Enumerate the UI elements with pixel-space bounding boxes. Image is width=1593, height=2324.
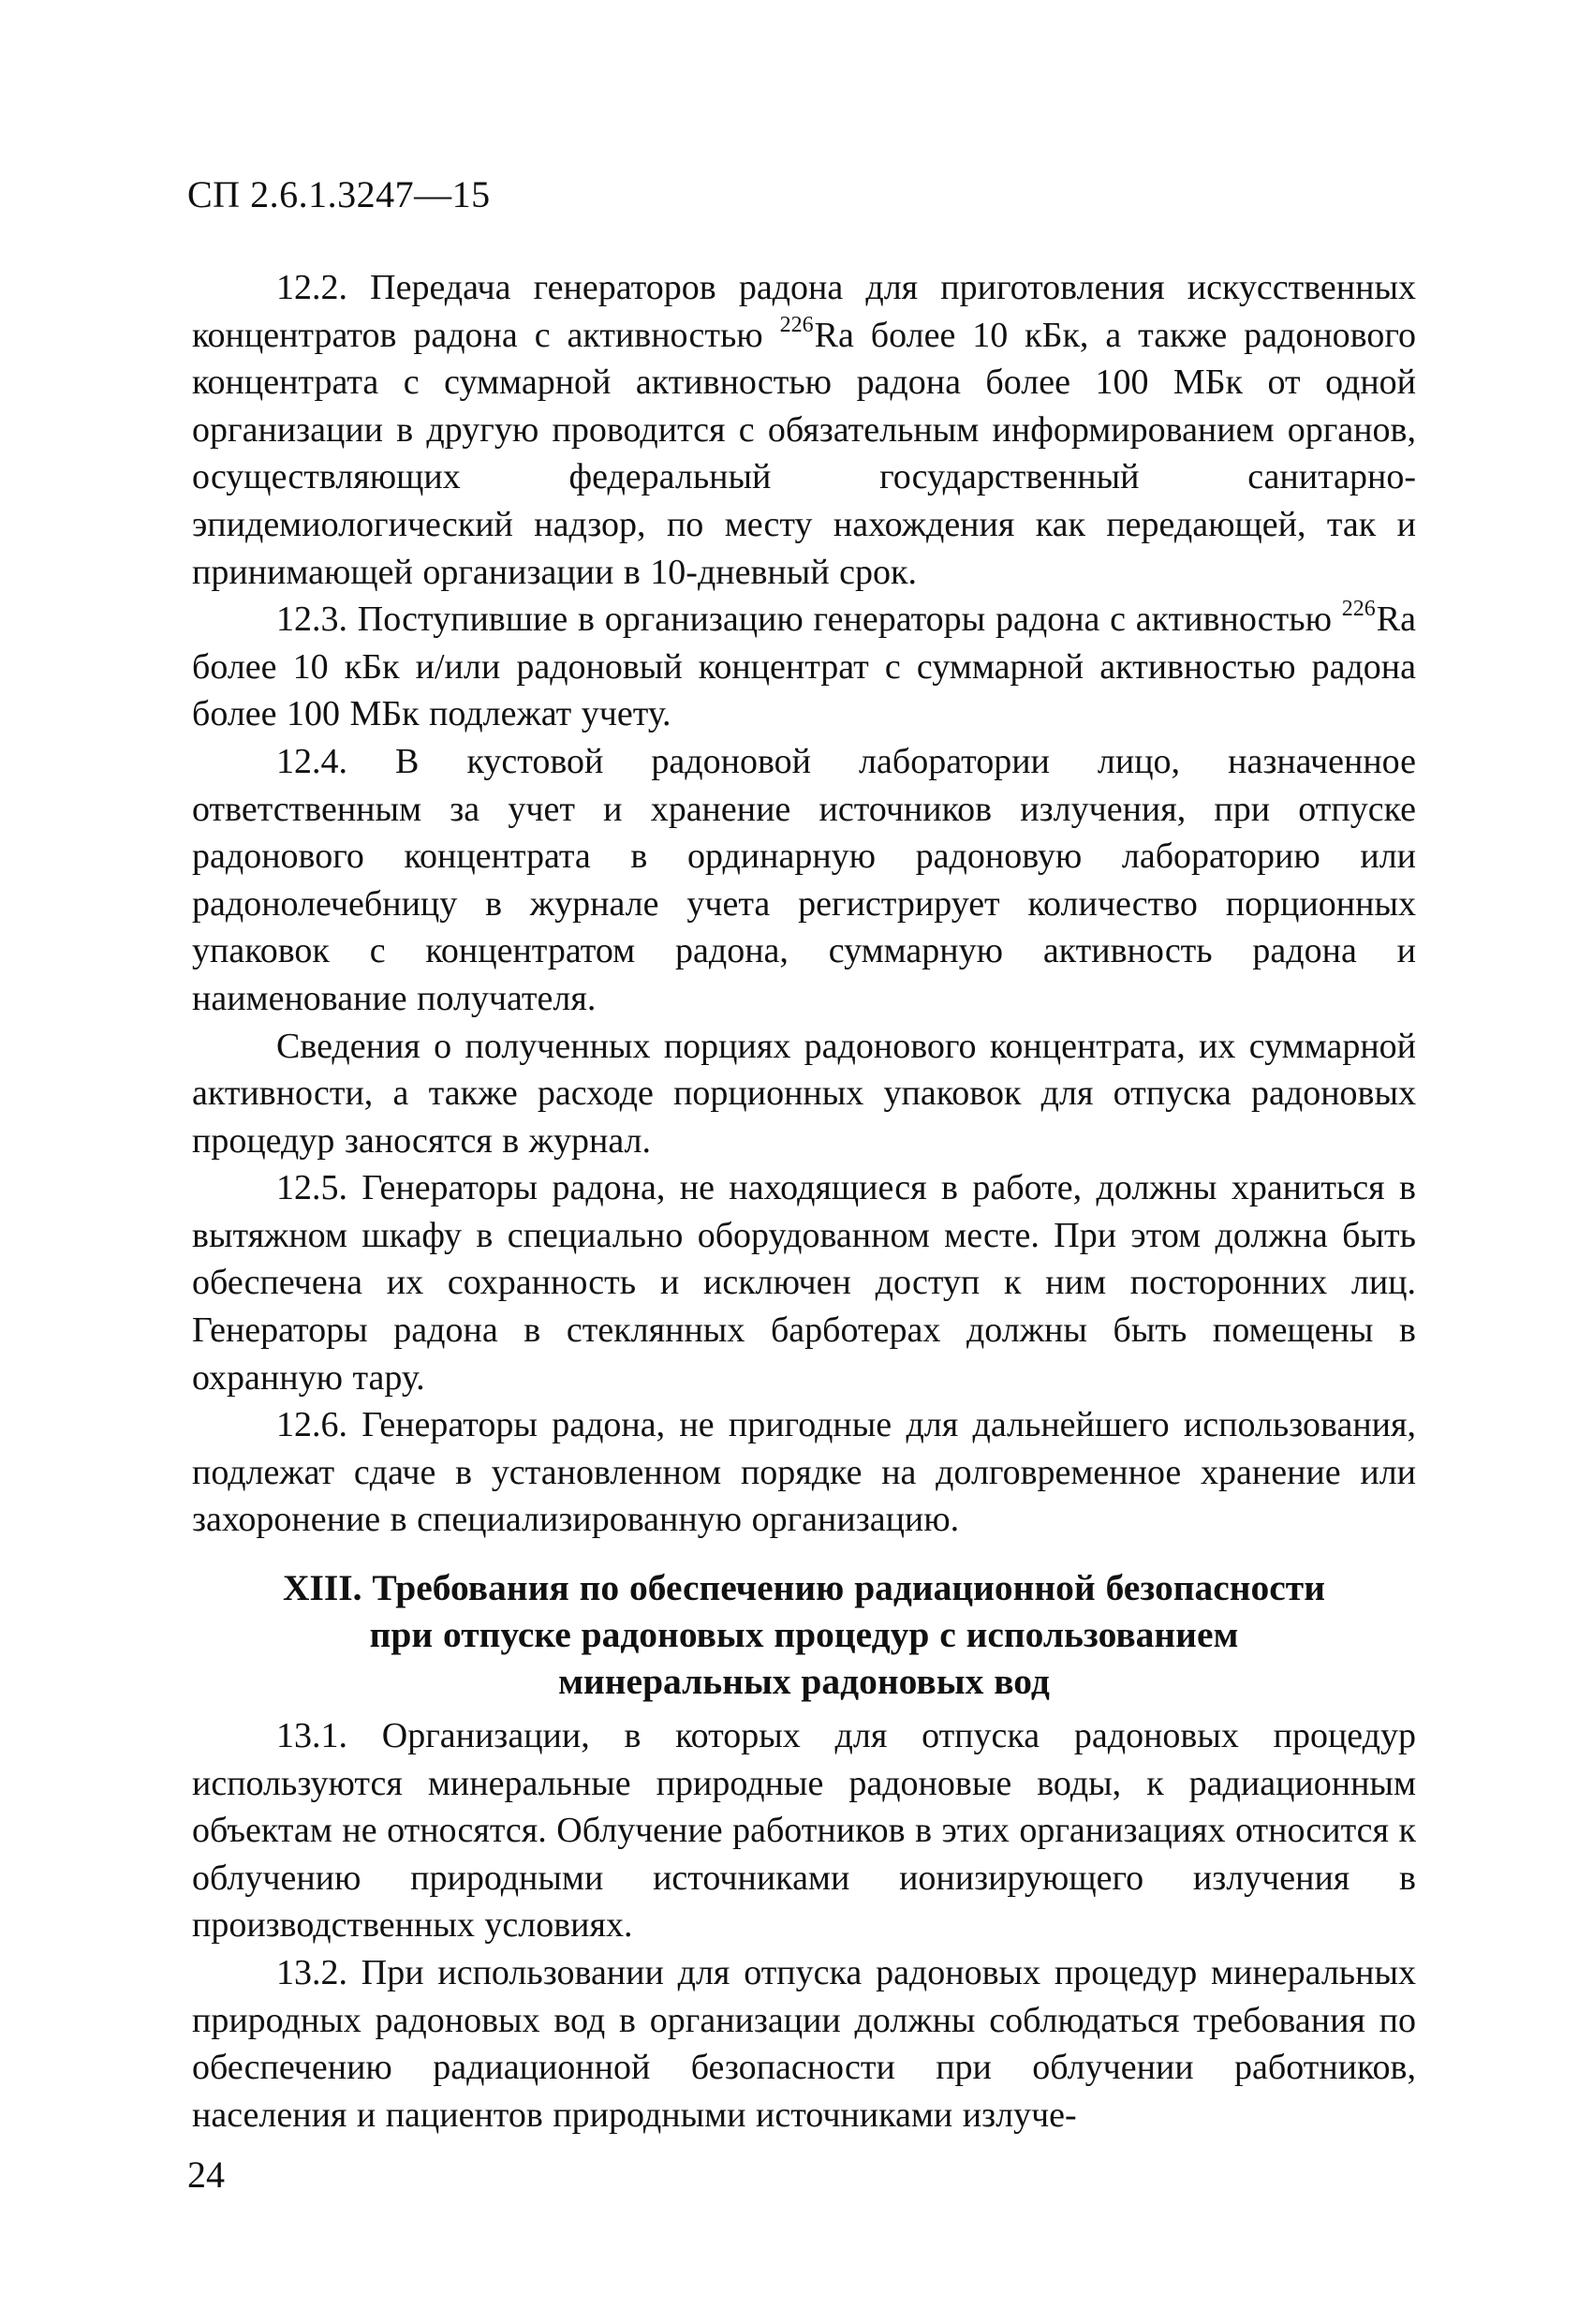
paragraph-12-3 <box>192 596 1416 738</box>
section-heading-line-1: XIII. Требования по обеспечению радиационной безопасности <box>283 1567 1325 1609</box>
section-heading-line-3: минеральных радоновых вод <box>558 1661 1050 1703</box>
section-heading-line-2: при отпуске радоновых процедур с использованием <box>369 1614 1239 1656</box>
section-heading-xiii <box>192 1564 1416 1705</box>
paragraph-12-2-text-a: 12.2. Передача генераторов радона для приготовления искусственных концентратов радона с активностью <box>192 268 1416 355</box>
page-number: 24 <box>187 2154 225 2196</box>
paragraph-12-3-text-b: Ra более 10 кБк и/или радоновый концентрат с суммарной активностью радона более 100 МБк подлежат учету. <box>192 600 1416 734</box>
paragraph-12-3-text-a: 12.3. Поступившие в организацию генераторы радона с активностью <box>276 600 1342 640</box>
paragraph-12-4-continuation: Сведения о полученных порциях радонового концентрата, их суммарной активности, а также расходе порционных упаковок для отпуска радоновых процедур заносятся в журнал. <box>192 1026 1416 1161</box>
paragraph-12-6: 12.6. Генераторы радона, не пригодные для дальнейшего использования, подлежат сдаче в установленном порядке на долговременное хранение или захоронение в специализированную организацию. <box>192 1405 1416 1540</box>
paragraph-13-2: 13.2. При использовании для отпуска радоновых процедур минеральных природных радоновых вод в организации должны соблюдаться требования по обеспечению радиационной безопасности при облучении работников, населения и пациентов природными источниками излуче- <box>192 1953 1416 2135</box>
paragraph-13-1: 13.1. Организации, в которых для отпуска радоновых процедур используются минеральные природные радоновые воды, к радиационным объектам не относятся. Облучение работников в этих организациях относится к облучению природными источниками ионизирующего излучения в производственных условиях. <box>192 1716 1416 1946</box>
isotope-mass-number: 226 <box>779 312 814 337</box>
paragraph-12-5: 12.5. Генераторы радона, не находящиеся в работе, должны храниться в вытяжном шкафу в специально оборудованном месте. При этом должна быть обеспечена их сохранность и исключен доступ к ним посторонних лиц. Генераторы радона в стеклянных барботерах должны быть помещены в охранную тару. <box>192 1168 1416 1398</box>
isotope-mass-number: 226 <box>1341 597 1376 622</box>
paragraph-12-2-text-b: Ra более 10 кБк, а также радонового концентрата с суммарной активностью радона более 100 МБк от одной организации в другую проводится с обязательным информированием органов, осуществляющих федеральный государственный санитарно-эпидемиологический надзор, по месту нахождения как передающей, так и принимающей организации в 10-дневный срок. <box>192 315 1416 592</box>
document-body <box>192 264 1416 2139</box>
paragraph-12-4: 12.4. В кустовой радоновой лаборатории лицо, назначенное ответственным за учет и хранение источников излучения, при отпуске радонового концентрата в ординарную радоновую лабораторию или радонолечебницу в журнале учета регистрирует количество порционных упаковок с концентратом радона, суммарную активность радона и наименование получателя. <box>192 741 1416 1018</box>
paragraph-12-2 <box>192 264 1416 596</box>
document-code-header: СП 2.6.1.3247—15 <box>187 173 491 215</box>
